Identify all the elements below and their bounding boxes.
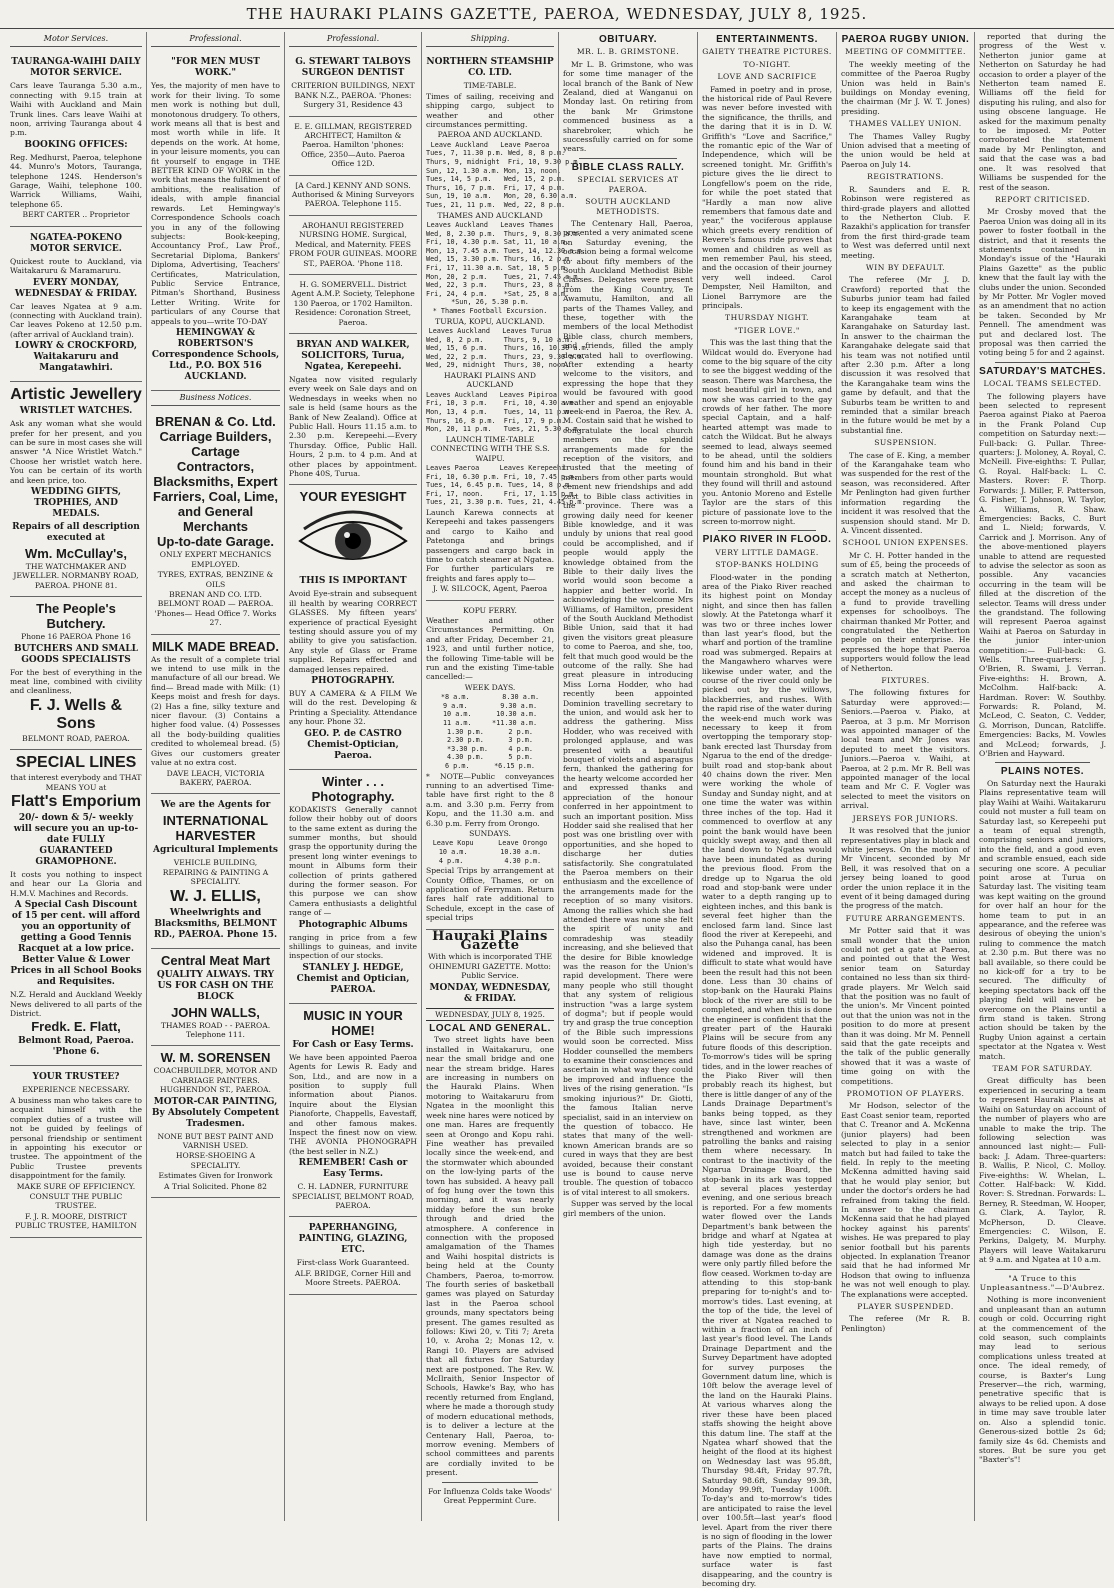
ad-name: Wm. McCullay's, <box>24 545 128 561</box>
flag-days: MONDAY, WEDNESDAY, & FRIDAY. <box>429 982 551 1004</box>
ad-name: GEO. P. de CASTRO Chemist-Optician, Paeroa. <box>304 728 402 761</box>
timetable: *8 a.m. 8.30 a.m. 9 a.m. 9.30 a.m. 10 a.m. 10.30 a.m. 11 a.m. *11.30 a.m. 1.30 p.m. 2 p.m. 2.30 p.m. 3 p.m. *3.30 p.m. 4 p.m. 4.30 p.m. 5 p.m. 6 p.m. *6.15 p.m. <box>440 693 540 770</box>
ad-title: "FOR MEN MUST WORK." <box>171 57 260 79</box>
ad-title: PAPERHANGING, PAINTING, GLAZING, ETC. <box>298 1223 408 1256</box>
ad-address: THE WATCHMAKER AND JEWELLER. NORMANBY ROAD, PAEROA. PHONE 81. <box>13 561 139 590</box>
article-subheading: JERSEYS FOR JUNIORS. <box>852 813 959 823</box>
ad-subtitle: BUTCHERS AND SMALL GOODS SPECIALISTS <box>13 643 139 665</box>
ad-signature: J. W. SILCOCK, Agent, Paeroa <box>432 584 548 594</box>
ad-subtitle: WRISTLET WATCHES. <box>19 406 133 417</box>
article-heading: LOCAL AND GENERAL. <box>429 1023 551 1035</box>
column-3 <box>284 32 421 1521</box>
winter-photography-ad <box>289 770 417 1004</box>
column-4 <box>421 32 590 1521</box>
arohanui-card <box>289 216 417 275</box>
ad-subtitle: 20/- down & 5/- weekly will secure you an up-to-date FULLY GUARANTEED GRAMOPHONE. <box>13 813 139 868</box>
ad-title: BRYAN AND WALKER, SOLICITORS, Turua, Ngatea, Kerepeehi. <box>296 339 410 372</box>
ad-title: INTERNATIONAL HARVESTER <box>162 813 269 844</box>
baxters-ad <box>979 1274 1106 1465</box>
ad-title: SPECIAL LINES <box>15 754 137 772</box>
flag-subtitle: With which is incorporated THE OHINEMURI GAZETTE. Motto: Public Service. <box>428 952 552 981</box>
hemingway-ad <box>151 51 280 391</box>
ad-title: YOUR EYESIGHT <box>299 489 407 505</box>
article-heading: BIBLE CLASS RALLY. <box>571 161 685 173</box>
article-body: This was the last thing that the Wildcat would do. Everyone had come to the big square of the city to see the biggest wedding of the season. There was Marchesa, the most beautiful girl in town, and now she was carried to the gay crowds of her father. The more special Captain, and a half-hearted attempt was made to catch the Wildcat. But he always seemed to lead, always seemed to be ahead, until the soldiers found him and his band in their mountain stronghold. But what they found will thrill and astound you. Antonio Moreno and Estelle Taylor are the stars of this picture of passionate love to the screen to-morrow night. <box>702 338 832 526</box>
ad-body: For the best of everything in the meat line, combined with civility and cleanliness, <box>10 667 142 696</box>
ad-body: For Influenza Colds take Woods' Great Peppermint Cure. <box>428 1486 552 1505</box>
ad-subtitle: For Cash or Easy Terms. <box>292 1039 414 1050</box>
article-subheading: PLAYER SUSPENDED. <box>857 1302 954 1311</box>
ad-title: Artistic Jewellery <box>10 386 142 404</box>
article-body: The following fixtures for Saturday were approved:— Seniors.—Paeroa v. Piako, at Paeroa, at 3 p.m. Mr Morrison was appointed manager of the local team and Mr Jones was deputed to meet the visitors. Juniors.—Paeroa v. Waihi, at Paeroa, at 2 p.m. Mr R. Bell was appointed manager of the local team and Mr C. F. Vogler was selected to meet the visitors on arrival. <box>841 688 970 811</box>
harvester-ad <box>151 794 280 948</box>
article-subheading: THURSDAY NIGHT. <box>725 313 809 323</box>
article-subheading: REPORT CRITICISED. <box>994 194 1091 204</box>
ad-subtitle: Up-to-date Garage. <box>156 534 274 550</box>
ad-name: ALF. BRIDGE, Corner Hill and Moore Streets. PAEROA. <box>294 1268 412 1288</box>
ad-body: TYRES, EXTRAS, BENZINE & OILS <box>157 570 274 589</box>
ad-title: Central Meat Mart <box>160 952 271 968</box>
article-heading: ENTERTAINMENTS. <box>716 34 818 45</box>
article-subheading: VERY LITTLE DAMAGE. <box>715 547 819 557</box>
ad-title: NGATEA-POKENO MOTOR SERVICE. <box>29 232 123 254</box>
gillman-card <box>289 117 417 176</box>
timetable: Leaves Auckland Leaves Thames Wed, 8, 2.30 p.m. Thurs, 9, 8.30 a.m. Fri, 10, 4.30 p.m. Sat, 11, 10 a.m. Mon, 13, 7.45 a.m. Tues, 14, 12.30 a.m. Wed, 15, 3.30 p.m. Thurs, 16, 2 p.m. Fri, 17, 11.30 a.m. Sat, 18, 5 p.m. Mon, 20, 2 p.m. Tues, 21, 7.45 a.m. Wed, 22, 3 p.m. Thurs, 23, 8 a.m. Fri, 24, 4 p.m. *Sat, 25, 8 a.m. *Sun, 26, 5.30 p.m. * Thames Football Excursion. <box>426 221 586 315</box>
article-subheading: STOP-BANKS HOLDING <box>715 560 819 570</box>
article-subheading: SUSPENSION. <box>874 438 937 448</box>
article-body: The weekly meeting of the committee of the Paeroa Rugby Union was held in Bain's buildings on Monday evening, the chairman (Mr J. W. T. Jones) presiding. <box>841 59 970 116</box>
article-body: The case of E. King, a member of the Karangahake team who was suspended for the rest of the season, was reconsidered. After Mr Penlington had given further information regarding the incident it was resolved that the suspension should stand. Mr D. A. Vincent dissented. <box>841 450 970 535</box>
article-heading: OBITUARY. <box>598 34 658 45</box>
article-subheading: REGISTRATIONS. <box>867 172 944 182</box>
ad-subtitle: We are the Agents for <box>160 800 271 811</box>
article-subheading: TEAM FOR SATURDAY. <box>992 1064 1093 1074</box>
ad-name: DAVE LEACH, VICTORIA BAKERY, PAEROA. <box>166 768 265 787</box>
jewellery-ad <box>10 382 142 597</box>
article-subheading: WIN BY DEFAULT. <box>865 262 946 272</box>
ad-body: H. G. SOMERVELL. District Agent A.M.P. Society, Telephone 130 Paeroa, or 1702 Hamilton. Residence: Coronation Street, Paeroa. <box>291 279 415 327</box>
ad-title: BRENAN & Co. Ltd. <box>155 414 276 430</box>
ad-body: BUY A CAMERA & A FILM We will do the rest. Developing & Printing a Speciality. Attendance any hour. Phone 32. <box>289 689 417 727</box>
ad-body: Ngatea now visited regularly every week on Sale days and on Wednesdays in weeks when no sale is held (same hours as the Bank of New Zealand). Office at Public Hall. Hours 11.15 a.m. to 2.30 p.m. Kerepeehi.—Every Thursday. Office, Public Hall. Hours, 2 p.m. to 4 p.m. And at other places by appointment. Phone 40S, Turua. <box>289 374 417 478</box>
kenny-card <box>289 176 417 216</box>
ad-subtitle: TIME-TABLE. <box>463 81 517 91</box>
ad-subtitle: WEDDING GIFTS, TROPHIES, AND MEDALS. <box>30 486 122 519</box>
article-subheading: MEETING OF COMMITTEE. <box>845 47 966 57</box>
ad-address: THAMES ROAD - - PAEROA. Telephone 111. <box>160 1020 271 1039</box>
article-body: Mr Potter said that it was small wonder that the union could not get a gate at Paeroa, and pointed out that the West senior team on Saturday contained no less than six third-grade players. Mr Welch said that the position was no fault of the union's. Mr Vincent pointed out that the union was not in the position to do more at present than it was doing. Mr M. Pennell said that the gate receipts and the talk of the public generally showed that it was a waste of time going on with the competitions. <box>841 926 970 1086</box>
ad-subtitle: EXPERIENCE NECESSARY. <box>22 1085 130 1095</box>
ad-body: Special Trips by arrangement at County Office, Thames, or on application of Ferryman. Return fares half rate additional to Schedule, except in the case of special trips <box>426 866 554 923</box>
ad-address: Wheelwrights and Blacksmiths, BELMONT RD., PAEROA. Phone 15. <box>153 907 278 940</box>
timetable: Leaves Auckland Leaves Turua Wed, 8, 2 p.m. Thurs, 9, 10 a.m. Wed, 15, 6 p.m. Thurs, 16, 10.30 a.m. Wed, 22, 2 p.m. Thurs, 23, 9.30 a.m. Wed, 29, midnight Thurs, 30, noon. <box>426 326 590 370</box>
ad-address: BRENAN AND CO. LTD. BELMONT ROAD — PAEROA. 'Phones— Head Office 7. Works 27. <box>154 590 277 628</box>
timetable-heading: WEEK DAYS. <box>464 682 516 692</box>
timetable-heading: SUNDAYS. <box>469 828 511 838</box>
article-body: Nothing is more inconvenient and unpleasant than an autumn cough or cold. Occurring right at the commencement of the cold season, such complaints may lead to serious complications unless treated at once. The ideal remedy, of course, is Baxter's Lung Preserver—the rich, warming, penetrative specific that is always to be relied upon. A dose in time may save trouble later on. Also a splendid tonic. Generous-sized bottle 2s 6d; family size 4s 6d. Chemists and stores. But be sure you get "Baxter's"! <box>979 1295 1106 1465</box>
saturday-matches-article <box>979 367 1106 759</box>
ad-subtitle: MAKE SURE OF EFFICIENCY. <box>16 1181 136 1191</box>
article-subheading: SPECIAL SERVICES AT PAEROA. <box>577 175 679 194</box>
ad-body: Quickest route to Auckland, via Waitakaruru & Maramaruru. <box>10 256 142 276</box>
bible-rally-article <box>563 163 693 1218</box>
ad-body: [A Card.] KENNY AND SONS. Authorised & Mining Surveyors PAEROA. Telephone 115. <box>291 180 415 209</box>
ad-name: Fredk. E. Flatt, <box>31 1019 121 1035</box>
article-body: On Saturday next the Hauraki Plains representative team will play Waihi at Waihi. Waitakaruru could not muster a full team on Saturday last, so Kerepeehi put a team of equal strength, comprising seniors and juniors, into the field, and a good even and scramble ensued, each side securing one score. A peculiar point arose at Turua on Saturday last. The visiting team was kept waiting on the ground for over half an hour for the home team to put in an appearance, and the referee was desirous of obeying the union's ruling to commence the match at 2.30 p.m. But there was no ball available, so there could be no kick-off for a try to be secured. The difficulty of keeping spectators back off the playing field will never be overcome on the Plains until a firm stand is taken. Strong action should be taken by the Rugby Union against a certain spectator at the Ngatea v. West match. <box>979 778 1106 1061</box>
ad-body: As the result of a complete trial we intend to use milk in the manufacture of all our bread. We find— Bread made with Milk: (1) Keeps moist and fresh for days. (2) Has a fine, silky texture and nicer flavour. (3) Contains a higher food value. (4) Possesses all the body-building qualities credited to wholemeal bread. (5) Gives our customers greater value at no extra cost. <box>151 654 280 768</box>
divider <box>442 1482 538 1483</box>
ad-body: Reg. Medhurst, Paeroa, telephone 44. Munro's Motors, Tauranga, telephone 124S. Henderson's Garage, Waihi, telephone 100. Warrick Williams, Waihi, telephone 65. <box>10 152 142 209</box>
ad-title: MUSIC IN YOUR HOME! <box>303 1007 403 1038</box>
ad-body: Car leaves Ngatea at 9 a.m. (connecting with Auckland train). Car leaves Pokeno at 12.50 p.m. (after arrival of Auckland train). <box>10 301 142 339</box>
ad-body: * NOTE—Public conveyances running to an advertised Time-table have first right to the 8 a.m. and 3.30 p.m. Ferry from Kopu, and the 11.30 a.m. and 6.30 p.m. Ferry from Orongo. <box>426 771 554 828</box>
article-body: Mr L. B. Grimstone, who was for some time manager of the local branch of the Bank of New Zealand, died at Wanganui on Monday last. On retiring from the bank Mr Grimstone commenced business as a sharebroker, which he successfully carried on for some years. <box>563 59 693 154</box>
ad-body: Estimates Given for Ironwork <box>158 1171 273 1181</box>
ad-body: KODAKISTS Generally cannot follow their hobby out of doors to the same extent as during the summer months, but should grasp the opportunity during the present long winter evenings to mount in Albums form their collection of prints gathered during the former season. For this purpose we can show Camera enthusiasts a delightful range of — <box>289 804 417 918</box>
ad-title: The People's Butchery. <box>36 601 116 632</box>
section-heading: Motor Services. <box>10 32 142 47</box>
brenan-ad <box>151 410 280 634</box>
ad-body: A business man who takes care to acquaint himself with the complex duties of a trustee will not be guided by feelings of personal friendship or sentiment in appointing his executor or trustee. The appointment of the Public Trustee prevents disappointment for the family. <box>10 1095 142 1181</box>
timetable: Leaves Auckland Leaves Pipiroa Fri, 10, 3 p.m. Fri, 10, 4.30 a.m. Mon, 13, 4 p.m. Tues, 14, 11 p.m. Thurs, 16, 8 p.m. Fri, 17, 9 p.m. Mon, 20, 11 p.m. Tues, 21, 5.30 p.m. <box>426 390 582 434</box>
ad-name: STANLEY J. HEDGE, Chemist and Optician, PAEROA. <box>296 962 410 995</box>
article-subheading: THAMES VALLEY UNION. <box>849 119 962 129</box>
kopu-ferry <box>426 601 554 930</box>
ad-body: ranging in price from a few shillings to guineas, and invite inspection of our stocks. <box>289 932 417 961</box>
ad-body: Cars leave Tauranga 5.30 a.m., connecting with 9.15 train at Waihi with Auckland and Main Trunk lines. Cars leave Waihi at noon, arriving Tauranga about 4 p.m. <box>10 81 142 138</box>
article-subheading: GAIETY THEATRE PICTURES. <box>702 47 832 57</box>
obituary-article <box>563 35 693 154</box>
ad-name: C. H. LADNER, FURNITURE SPECIALIST, BELMONT ROAD, PAEROA. <box>291 1182 415 1211</box>
divider <box>579 158 677 159</box>
ad-body: First-class Work Guaranteed. <box>296 1258 410 1268</box>
article-subheading: TO-NIGHT. <box>743 59 791 69</box>
eye-illustration-icon <box>294 507 412 573</box>
article-body: The Thames Valley Rugby Union advised that a meeting of the union would be held at Paeroa on July 14. <box>841 131 970 169</box>
timetable: Leave Kopu Leave Orongo 10 a.m. 10.30 a.m. 4 p.m. 4.30 p.m. <box>432 839 548 865</box>
ngatea-ad <box>10 227 142 382</box>
music-ad <box>289 1004 417 1218</box>
meat-mart-ad <box>151 949 280 1047</box>
ad-address: Belmont Road, Paeroa. 'Phone 6. <box>18 1036 134 1058</box>
timetable: Leaves Paeroa Leaves Kerepeehi Fri, 10, 6.30 p.m. Fri, 10, 7.45 p.m. Tues, 14, 6.45 p.m. Tues, 14, 8 p.m. Fri, 17, noon. Fri, 17, 1.15 p.m. Tues, 21, 3.30 p.m. Tues, 21, 4.45 p.m. <box>426 463 586 507</box>
ad-subtitle: PHOTOGRAPHY. <box>311 676 395 687</box>
ad-subtitle: Agricultural Implements <box>153 845 278 856</box>
ad-name: HEMINGWAY & ROBERTSON'S Correspondence Schools, Ltd., P.O. BOX 516 AUCKLAND. <box>151 327 280 382</box>
section-heading: Business Notices. <box>151 391 280 406</box>
ad-address: BELMONT ROAD, PAEROA. <box>22 733 130 743</box>
ad-body: MOTOR-CAR PAINTING, By Absolutely Competent Tradesmen. <box>151 1096 280 1129</box>
column-5 <box>558 32 697 1521</box>
divider <box>995 762 1090 763</box>
column-1 <box>6 32 146 1521</box>
bridge-ad <box>289 1217 417 1294</box>
divider <box>995 1269 1090 1270</box>
ad-subtitle: COACHBUILDER, MOTOR AND CARRIAGE PAINTERS. HUGHENDON ST., PAEROA. <box>153 1066 278 1095</box>
ad-body: VEHICLE BUILDING, REPAIRING & PAINTING A SPECIALITY. <box>162 858 269 887</box>
article-body: Two street lights have been installed in Waitakaruru, one near the small bridge and one near the stream bridge. Hares are increasing in numbers on the Hauraki Plains. When motoring to Waitakaruru from Ngatea in the moonlight this week nine hares were noticed by one man. Hares are frequently seen at Orongo and Kopu rahi. Fine weather has prevailed locally since the week-end, and the stormwater which abounded on the low-lying parts of the town has subsided. A heavy pall of fog hung over the town this morning, and it was nearly midday before the sun broke through and dried the atmosphere. A conference in connection with the proposed amalgamation of the Thames and Waihi hospital districts is being held at the County Chambers, Paeroa, to-morrow. The fourth series of basketball games was played on Saturday last in the Paeroa school grounds, many spectators being present. The games resulted as follows: Kiwi 20, v. Titi 7; Areta 10, v. Aroha 2; Monas 12, v. Rangi 10. Players are advised that all fixtures for Saturday next are postponed. The Rev. W. McIlraith, Senior Inspector of Schools, Hawke's Bay, who has recently returned from England, where he made a thorough study of modern educational methods, is to deliver a lecture at the Centenary Hall, Paeroa, to-morrow evening. Members of school committees and parents are cordially invited to be present. <box>426 1035 554 1478</box>
ad-body: Ask any woman what she would prefer for her present, and you can be sure in most cases she will answer "A Nice Wristlet Watch." Choose her wristlet watch here. You can be certain of its worth and keen price, too. <box>10 419 142 485</box>
article-body: The following players have been selected to represent Paeroa against Piako at Paeroa in the Frank Poland Cup competition on Saturday next:— Full-back: G. Pullar. Three-quarters: J. Moloney, A. Royal, C. McNeill. Five-eighths: T. Pullar, G. Royal. Half-back: L. C. Masters. Rover: F. Thorp. Forwards: J. Miller, F. Patterson, G. Fisher, T. Johnson, W. Taylor, A. Williams, R. Shaw. Emergencies: Backs, C. Burt and L. Nield; forwards, V. Carrick and J. Morrison. Any of the above-mentioned players unable to attend are requested to advise the selector as soon as possible. Any vacancies occurring in the team will be filled at the discretion of the selector. Teams will dress under the grandstand. The following will represent Paeroa against Waihi at Paeroa on Saturday in the junior inter-union competition:— Full-back: G. Wells. Three-quarters: J. O'Brien, R. Swami, J. Verran. Five-eighths: H. Brown, A. McColhm. Half-back: A. Hardman. Rover: W. Southby. Forwards: R. Poland, M. McLeod, C. Seaton, C. Vedder, G. Morrison, Duncan, Ratcliffe. Emergencies: Backs, M. Vowles and McLeod; forwards, J. O'Brien and Hayward. <box>979 391 1106 759</box>
section-heading: Professional. <box>151 32 280 47</box>
section-heading: Shipping. <box>426 32 554 47</box>
article-subheading: FIXTURES. <box>881 676 930 685</box>
column-2 <box>146 32 284 1521</box>
ad-title: Winter . . . Photography. <box>311 773 395 804</box>
masthead: THE HAURAKI PLAINS GAZETTE, PAEROA, WEDNESDAY, JULY 8, 1925. <box>0 0 1114 29</box>
article-heading: SATURDAY'S MATCHES. <box>979 365 1106 377</box>
ad-body: Yes, the majority of men have to work for their living. To some men work is nothing but dull, monotonous drudgery. To others, work means all that is best and most worth while in life. It depends on the work. At home, in your leisure moments, you can fit yourself to engage in THE BETTER KIND OF WORK in the work that means the fulfilment of ambitions, the realisation of ideals, with ample financial rewards. Let Hemingway's Correspondence Schools coach you in any of the following subjects: Book-keeping, Accountancy Prof., Law Prof., Secretarial Diploma, Bankers' Diploma, Advertising, Teachers' Certificates, Matriculation, Public Service Entrance, Pitman's Shorthand, Business Letter Writing. Write for particulars of any Course that appeals to you—write TO-DAY <box>151 81 280 326</box>
eyesight-ad <box>289 485 417 769</box>
bread-ad <box>151 635 280 795</box>
dateline: WEDNESDAY, JULY 8, 1925. <box>426 1008 554 1021</box>
timetable-heading: TURUA, KOPU, AUCKLAND. <box>435 316 545 326</box>
ad-lines: Carriage Builders, Cartage Contractors, Blacksmiths, Expert Farriers, Coal, Lime, and General Merchants <box>153 429 278 535</box>
ad-title: NORTHERN STEAMSHIP CO. LTD. <box>426 57 554 79</box>
article-subheading: "TIGER LOVE." <box>734 325 800 335</box>
article-body: The Centenary Hall, Paeroa, presented a very animated scene on Saturday evening, the occasion being a formal welcome to about fifty members of the South Auckland Methodist Bible Classes. Delegates were present from the King Country, Te Awamutu, Hamilton, and all parts of the Thames Valley, and these, together with the members of the local Methodist Bible class, church members, and friends, filled the amply decorated hall to overflowing. After extending a hearty welcome to the visitors, and expressing the hope that they would be favoured with good weather and spend an enjoyable week-end in Paeroa, the Rev. A. M. Costain said that he wished to congratulate the local church members on the splendid arrangements made for the reception of the visitors, and trusted that the meeting of members from other parts would cement new friendships and add zest to Bible class activities in the province. There was a growing daily need for keener Bible knowledge, and it was unduly by unions that real good could be accomplished, and if people would apply the knowledge obtained from the Bible to their daily lives the world would soon become a happier and better world. In acknowledging the welcome Mrs Williams, of Hamilton, president of the South Auckland Methodist Bible Union, said that it had given the visitors great pleasure to come to Paeroa, and she, too, felt that much good would be the outcome of the rally. She had great pleasure in introducing Miss Lorna Hodder, who had recently been appointed Dominion travelling secretary to the union, and would ask her to address the gathering. Miss Hodder, who was received with prolonged applause, and was presented with a beautiful bouquet of violets and asparagus fern, thanked the gathering for the hearty welcome accorded her and expressed thanks and appreciation of the honour conferred in her appointment to such an important position. Miss Hodder said she realised that her post was one bristling over with opportunities, and she hoped to discharge her duties satisfactorily. She congratulated the Paeroa members on their enthusiasm and the excellence of the arrangements made for the reception of so many visitors. Among the rallies which she had attended there was none she felt the spirit of unity and comradeship was steadily increasing, and she believed that the desire for Bible knowledge was the reason for the Union's rapid development. There were many people who still thought that any system of religious instruction "was a large system of dogma"; but if people would try and grasp the true conception of the Bible such impressions would soon be corrected. Miss Hodder counselled the members to examine their consciences and ascertain in what way they could be improved and influence the lives of the rising generation. "Is smoking injurious?" Dr. Giotti, the famous Italian nerve specialist, said in an interview on the question of tobacco. He states that many of the well-known American brands are so cured in ways that they are best avoided, because their constant use is bound to cause nerve trouble. The question of tobacco is of vital interest to all smokers. <box>563 218 693 1197</box>
ad-body: Avoid Eye-strain and subsequent ill health by wearing CORRECT GLASSES. My fifteen years' experience of practical Eyesight testing should assure you of my ability to give you satisfaction. Any style of Glass or Frame supplied. Repairs effected and damaged lenses repaired. <box>289 589 417 674</box>
article-body: Mr Hodson, selector of the East Coast senior team, reported that C. Treanor and A. McKenna (junior players) had been selected to play in a senior match but had failed to take the field. In reply to the meeting McKenna admitted having said that he would play senior, but under the doctor's orders he had refrained from taking the field. In answer to the chairman McKenna said that he had played hockey against his parents' wishes. He was prepared to play senior football but his parents objected. In explanation Treanor said that he had informed Mr Hodson that owing to influenza he was not well enough to play. The explanations were accepted. <box>841 1101 970 1299</box>
article-body: R. Saunders and E. R. Robinson were registered as third-grade players and allotted to the Netherton Club. F. Razakhi's application for transfer from the first third-grade team to West was deferred until next meeting. <box>841 184 970 260</box>
article-body: The referee (Mr J. D. Crawford) reported that the Suburbs junior team had failed to keep its engagement with the Karangahake team at Karangahake on Saturday last. In answer to the chairman the Karangahake delegate said that his team was not notified until after 2.30 p.m. After a long discussion it was resolved that the Karangahake team wins the game by default, and that the Suburbs team be written to and reminded that a similar breach in the future would be met by a substantial fine. <box>841 275 970 435</box>
somervell-card <box>289 275 417 334</box>
ad-body: N.Z. Herald and Auckland Weekly News delivered to all parts of the District. <box>10 990 142 1019</box>
ad-title: YOUR TRUSTEE? <box>32 1072 120 1083</box>
ad-body: that interest everybody and THAT MEANS YOU at <box>10 773 142 792</box>
bryan-card <box>289 334 417 485</box>
article-subheading: FUTURE ARRANGEMENTS. <box>845 913 966 923</box>
flood-article <box>702 535 832 1588</box>
ad-body: HORSE-SHOEING A SPECIALITY. <box>175 1151 256 1170</box>
column-8 <box>974 32 1110 1521</box>
ad-subtitle: REMEMBER! Cash or Easy Terms. <box>298 1158 408 1180</box>
ad-body: QUALITY ALWAYS. TRY US FOR CASH ON THE BLOCK <box>156 969 275 1002</box>
article-body: Famed in poetry and in prose, the historical ride of Paul Revere was never before invested with the significance, the thrills, and the daring that it is in D. W. Griffith's "Love and Sacrifice," the romantic epic of the War of Independence, which will be screened tonight. Mr. Griffith's picture gives the lie direct to Longfellow's poem on the ride, for while the poet stated that "Hardly a man now alive remembers that famous date and year," the vociferous applause which greets every rendition of Revere's famous ride proves that women and children as well as men remember Paul, his steed, and the occasion of their journey very well indeed. Carol Dempster, Neil Hamilton, and Lionel Barrymore are the principals. <box>702 84 832 310</box>
article-body: Mr Crosby moved that the Paeroa Union was doing all in its power to foster football in the district, and that it resents the statements contained in Monday's issue of the "Hauraki Plains Gazette" as the public knew that the fault lay with the clubs under the union. Seconded by Mr Potter. Mr Vogler moved as an amendment that no action be taken. Seconded by Mr Pennell. The amendment was put and declared lost. The proposal was then carried the voting being 5 for and 2 against. <box>979 207 1106 358</box>
ad-body: We have been appointed Paeroa Agents for Lewis R. Eady and Son, Ltd., and are now in a position to supply full information about Pianos. Inquire about the Elysian Pianoforte, Chappells, Eavestaff, and other famous makes. Inspect the finest now on view. THE AVONIA PHONOGRAPH (the best seller in N.Z.) <box>289 1052 417 1156</box>
article-body: Supper was served by the local girl members of the union. <box>563 1199 693 1218</box>
article-body: reported that during the progress of the West v. Netherton junior game at Netherton on Saturday he had occasion to order a player of the Netherton team named E. Williams off the field for disputing his ruling, and also for using obscene language. He asked for the maximum penalty to be imposed. Mr Potter corroborated the statement made by Mr Penlington, and said that the case was a bad one. It was resolved that Williams be suspended for the rest of the season. <box>979 32 1106 192</box>
ad-phone: Phone 16 PAEROA Phone 16 <box>21 632 131 642</box>
article-subheading: MR. L. B. GRIMSTONE. <box>576 47 680 57</box>
timetable-heading: HAURAKI PLAINS AND AUCKLAND <box>444 370 536 390</box>
ad-title: W. M. SORENSEN <box>160 1050 271 1066</box>
timetable-heading: LAUNCH TIME-TABLE CONNECTING WITH THE S.S. WAIPU. <box>430 434 550 463</box>
timetable-heading: PAEROA AND AUCKLAND. <box>437 130 543 140</box>
rugby-article <box>841 35 970 1333</box>
article-body: Mr C. H. Potter handed in the sum of £5, being the proceeds of a scratch match at Netherton, and asked the chairman to accept the money as a nucleus of a fund to provide travelling expenses for schoolboys. The chairman thanked Mr Potter, and congratulated the Netherton people on their enterprise. He expressed the hope that Paeroa supporters would follow the lead of Netherton. <box>841 550 970 673</box>
ad-body: E. E. GILLMAN, REGISTERED ARCHITECT, Hamilton & Paeroa. Hamilton 'phones: Office, 2350—Auto. Paeroa Office 12D. <box>294 121 412 169</box>
ad-body: Weather and other Circumstances Permitting. On and after Friday, December 21, 1923, and until further notice, the following Time-table will be run and the existing Time-table cancelled:— <box>426 615 554 682</box>
ad-proprietor: BERT CARTER .. Proprietor <box>22 210 130 220</box>
ad-name: JOHN WALLS, <box>171 1004 260 1020</box>
ad-address: CRITERION BUILDINGS, NEXT BANK N.Z., PAEROA. 'Phones: Surgery 31, Residence 43 <box>291 81 415 110</box>
entertainments-article <box>702 35 832 526</box>
butchery-ad <box>10 597 142 750</box>
local-general-article <box>426 1024 554 1505</box>
plains-notes-article <box>979 767 1106 1264</box>
ad-name: F. J. Wells & Sons <box>29 696 123 732</box>
ad-subtitle: CONSULT THE PUBLIC TRUSTEE. <box>29 1191 123 1211</box>
ad-subtitle: Photographic Albums <box>298 919 408 930</box>
ad-body: ONLY EXPERT MECHANICS EMPLOYED. <box>159 550 272 569</box>
ad-subtitle: THIS IS IMPORTANT <box>299 576 407 587</box>
article-subheading: "A Truce to this Unpleasantness."—D'Aubrez. <box>979 1273 1106 1292</box>
article-body: The referee (Mr R. B. Penlington) <box>841 1314 970 1333</box>
ad-title: KOPU FERRY. <box>463 605 517 615</box>
ad-subtitle: A Special Cash Discount of 15 per cent. will afford you an opportunity of getting a Good Tennis Racquet at a low price. Better Value & Lower Prices in all School Books and Requisites. <box>10 900 142 988</box>
ad-phone: A Trial Solicited. Phone 82 <box>164 1181 267 1191</box>
ad-body: It costs you nothing to inspect and hear our La Gloria and H.M.V. Machines and Records. <box>10 870 142 898</box>
ad-title: MILK MADE BREAD. <box>151 638 280 654</box>
ad-body: Launch Karewa connects at Kerepeehi and takes passengers and cargo to Kaiho and Patetonga and brings passengers and cargo back in time to catch steamer at Ngatea. For further particulars re freights and fares apply to— <box>426 507 554 583</box>
article-subheading: LOVE AND SACRIFICE <box>717 72 817 82</box>
trustee-ad <box>10 1066 142 1237</box>
article-subheading: PROMOTION OF PLAYERS. <box>846 1089 965 1099</box>
ad-name: W. J. ELLIS, <box>170 887 261 905</box>
article-heading: PLAINS NOTES. <box>1000 766 1085 778</box>
sorensen-ad <box>151 1046 280 1198</box>
section-heading: Professional. <box>289 32 417 47</box>
ad-title: TAURANGA-WAIHI DAILY MOTOR SERVICE. <box>11 57 141 79</box>
article-body: Great difficulty has been experienced in securing a team to represent Hauraki Plains at Waihi on Saturday on account of the number of players who are unable to make the trip. The following selection was announced last night:— Full-back: J. Adam. Three-quarters: B. Wallis, P. Nicol, C. Molloy. Five-eighths: W. Whelan, L. Cotter. Half-back: W. Kidd. Rover: S. Strednan. Forwards: L. Berney, R. Steedman, W. Hooper, G. Clark, A. Taylor, R. McPherson, D. Cleave. Emergencies: C. Wilson, E. Perkins, Dalgety, M. Murphy. Players will leave Waitakaruru at 9 a.m. and Ngatea at 10 a.m. <box>979 1076 1106 1265</box>
article-body: Flood-water in the ponding area of the Piako River reached its highest point on Monday night, and since then has fallen slowly. At the Patetonga wharf it was two or three inches lower than last year's flood, but the wharf and portion of the tramline road was submerged. Repairs at the Mangawhero wharves were likewise under water, and the course of the river could only be picked out by the willows, blackberries, and rushes. With the rapid rise of the water during the week-end much work was necessary to keep it from overtopping the temporary stop-bank erected last Thursday from Ngarua to the end of the dredge-built road and stop-bank about 40 chains down the river. Men were working the whole of Sunday and Sunday night, and at one time the water was within three inches of the top. Had it commenced to overflow at any point the bank would have been quickly swept away, and then all the land down to Ngatea would have been inundated as during the previous flood. From the dredge up to Ngarua the old road and stop-bank were under water to a depth ranging up to eighteen inches, and this bank is several feet higher than the enclosed farm land. Since last flood the river at Kerepeehi, and also the Puhanga canal, has been widened and improved. It is difficult to state what would have been the result had this not been done. Less than 30 chains of stop-bank on the Hauraki Plains block of the river are still to be completed, and when this is done the engineer is confident that the greater part of the Hauraki Plains will be secure from any future floods of this description. To-morrow's tides will be spring tides, and in the lower reaches of the Piako River will then probably reach its highest, but there is little danger of any of the Lands Drainage Department's banks being topped, as they have, since last winter, been strengthened and workmen are patrolling the banks and raising them where necessary. In contrast to the inactivity of the Ngarua Drainage Board, the stop-bank in its ark was topped at several places yesterday evening, and one serious breach is reported. For a few moments water flowed over the Lands Department's bank between the bridge and wharf at Ngatea at high tide yesterday, but no damage was done as the drains were only partly filled before the flow ceased. Workmen to-day are attending to this stop-bank preparing for to-night's and to-morrow's tides. Last evening, at the top of the tide, the level of the river at Ngatea reached to within a fraction of an inch of last year's flood level. The Lands Drainage Department and the Survey Department have adopted for survey purposes the Government datum line, which is 10ft below the average level of the land on the Hauraki Plains. At various wharves along the river these have been placed staffs showing the height above this datum line. The staff at the Ngatea wharf showed that the height of the flood at its highest on Wednesday last was 95.8ft, Thursday 98.4ft, Friday 97.7ft, Saturday 98.6ft, Sunday 99.3ft, Monday 99.9ft, Tuesday 100ft. To-day's and to-morrow's tides are anticipated to raise the level over 100.5ft—last year's flood level. Apart from the river there is no sign of flooding in the lower parts of the Plains. The drains have now emptied to normal, surface water is fast disappearing, and the country is becoming dry. <box>702 572 832 1588</box>
talboys-card <box>289 51 417 116</box>
article-heading: PAEROA RUGBY UNION. <box>841 34 970 45</box>
article-subheading: SCHOOL UNION EXPENSES. <box>842 538 969 548</box>
ad-signature: F. J. R. MOORE, DISTRICT PUBLIC TRUSTEE, HAMILTON <box>15 1211 137 1231</box>
ad-subtitle: BOOKING OFFICES: <box>24 139 128 150</box>
article-subheading: SOUTH AUCKLAND METHODISTS. <box>585 197 671 216</box>
flatt-ad <box>10 750 142 1066</box>
article-subheading: LOCAL TEAMS SELECTED. <box>983 379 1102 389</box>
ad-subtitle: EVERY MONDAY, WEDNESDAY & FRIDAY. <box>14 277 138 299</box>
article-heading: PIAKO RIVER IN FLOOD. <box>702 534 832 546</box>
shipping-timetable <box>426 51 590 600</box>
timetable-heading: THAMES AND AUCKLAND <box>437 210 543 220</box>
divider <box>718 530 816 531</box>
divider <box>995 362 1090 363</box>
ad-subtitle: Repairs of all description executed at <box>12 521 140 543</box>
article-body: It was resolved that the junior representatives play in black and white jerseys. On the motion of Mr Vincent, seconded by Mr Bell, it was resolved that on a jersey being loaned to good order the union replace it in the event of it being damaged during the progress of the match. <box>841 826 970 911</box>
rugby-article-continued <box>979 32 1106 358</box>
ad-name: Flatt's Emporium <box>10 793 142 811</box>
ad-proprietor: LOWRY & CROCKFORD, Waitakaruru and Mangatawhiri. <box>14 341 138 374</box>
ad-title: G. STEWART TALBOYS SURGEON DENTIST <box>295 57 411 79</box>
ad-body: Times of sailing, receiving and shipping cargo, subject to weather and other circumstances permitting. <box>426 91 554 130</box>
column-7 <box>836 32 974 1521</box>
ad-body: AROHANUI REGISTERED NURSING HOME. Surgical, Medical, and Maternity. FEES FROM FOUR GUINEAS. MOORE ST., PAEROA. 'Phone 118. <box>289 220 417 268</box>
ad-body: NONE BUT BEST PAINT AND VARNISH USED. <box>157 1131 274 1150</box>
tauranga-ad <box>10 51 142 226</box>
timetable: Leave Auckland Leave Paeroa Tues, 7, 11.30 p.m. Wed, 8, 8 p.m. Thurs, 9, midnight Fri, 10, 9.30 p.m. Sun, 12, 1.30 a.m. Mon, 13, noon. Tues, 14, 5 p.m. Wed, 15, 2 p.m. Thurs, 16, 7 p.m. Fri, 17, 4 p.m. Sun, 19, 10 a.m. Mon, 20, 6.30 a.m. Tues, 21, 11 p.m. Wed, 22, 8 p.m. <box>426 140 582 209</box>
paper-flag: Hauraki Plains Gazette <box>432 928 548 953</box>
column-6 <box>697 32 836 1588</box>
